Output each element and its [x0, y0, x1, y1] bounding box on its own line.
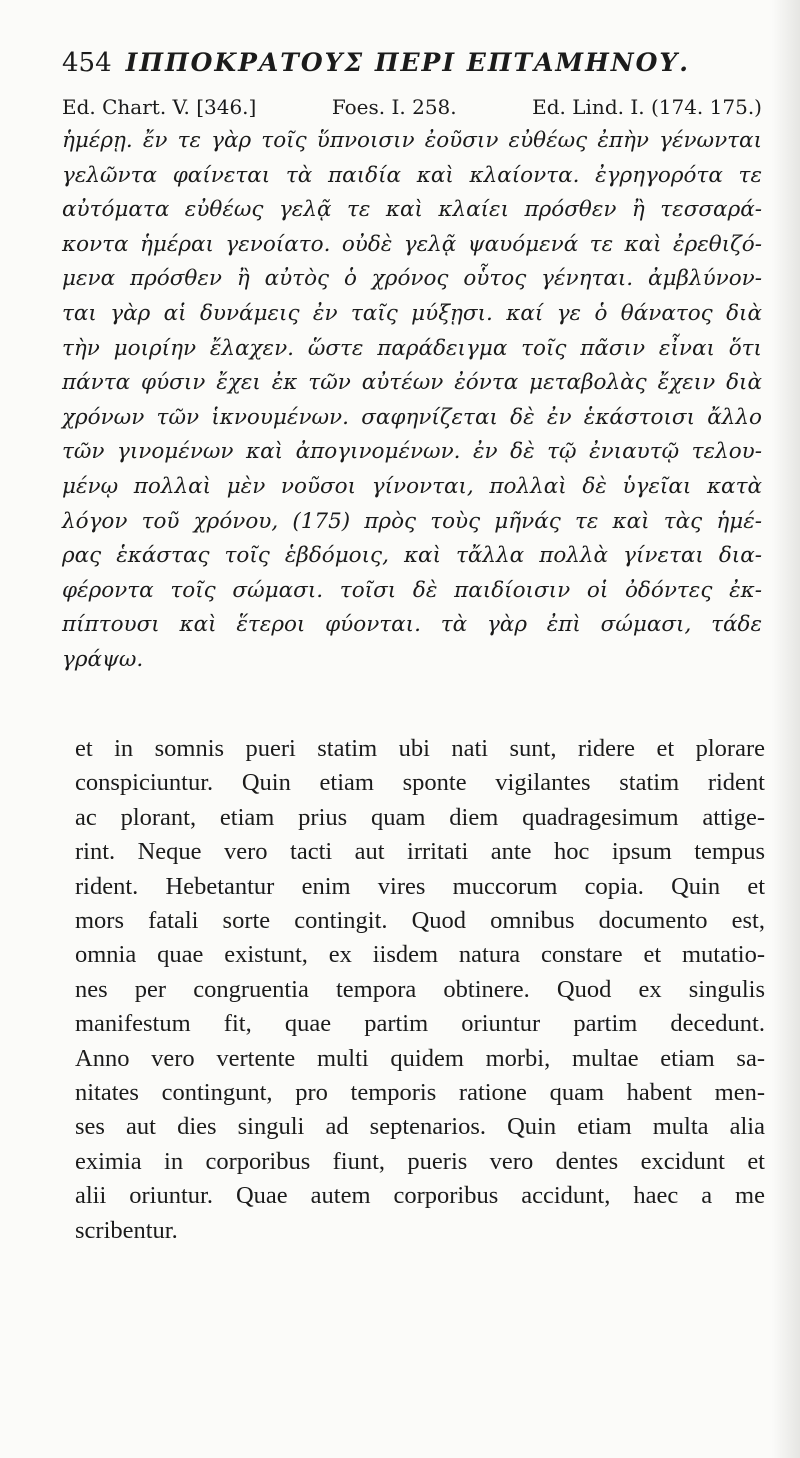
greek-line: φέροντα τοῖς σώμασι. τοῖσι δὲ παιδίοισιν οἱ ὀδόντες ἐκ- — [62, 577, 762, 603]
running-head — [62, 48, 762, 78]
latin-line: ses aut dies singuli ad septenarios. Quin etiam multa alia — [75, 1113, 765, 1141]
greek-text — [62, 124, 762, 678]
latin-line: nes per congruentia tempora obtinere. Quod ex singulis — [75, 975, 765, 1003]
latin-line: eximia in corporibus fiunt, pueris vero dentes excidunt et — [75, 1147, 765, 1175]
greek-line: κοντα ἡμέραι γενοίατο. οὐδὲ γελᾷ ψαυόμενά τε καὶ ἐρεθιζό- — [62, 231, 762, 257]
latin-line: mors fatali sorte contingit. Quod omnibus documento est, — [75, 907, 765, 935]
greek-line: γράψω. — [62, 646, 144, 672]
greek-line: μενα πρόσθεν ἢ αὐτὸς ὁ χρόνος οὗτος γένηται. ἀμβλύνον- — [62, 266, 762, 292]
latin-line: manifestum fit, quae partim oriuntur partim decedunt. — [75, 1010, 765, 1038]
latin-line: et in somnis pueri statim ubi nati sunt, ridere et plorare — [75, 735, 765, 762]
greek-line: τῶν γινομένων καὶ ἀπογινομένων. ἐν δὲ τῷ ἐνιαυτῷ τελου- — [62, 439, 762, 465]
latin-line: alii oriuntur. Quae autem corporibus accidunt, haec a me — [75, 1182, 765, 1210]
edition-references — [62, 95, 762, 119]
latin-line: nitates contingunt, pro temporis ratione quam habent men- — [75, 1079, 765, 1107]
greek-line: ρας ἑκάστας τοῖς ἑβδόμοις, καὶ τἄλλα πολλὰ γίνεται δια- — [62, 543, 762, 569]
running-title: ΙΠΠΟΚΡΑΤΟΥΣ ΠΕΡΙ ΕΠΤΑΜΗΝΟΥ. — [125, 48, 690, 77]
greek-line: ται γὰρ αἱ δυνάμεις ἐν ταῖς μύξῃσι. καί γε ὁ θάνατος διὰ — [62, 300, 762, 326]
greek-line: πίπτουσι καὶ ἕτεροι φύονται. τὰ γὰρ ἐπὶ σώμασι, τάδε — [62, 612, 762, 638]
page-fold-shadow — [772, 0, 800, 1458]
edition-lind: Ed. Lind. I. (174. 175.) — [532, 95, 762, 119]
latin-line: scribentur. — [75, 1216, 178, 1244]
latin-line: omnia quae existunt, ex iisdem natura constare et mutatio- — [75, 941, 765, 969]
latin-line: rint. Neque vero tacti aut irritati ante hoc ipsum tempus — [75, 838, 765, 866]
edition-chart: Ed. Chart. V. [346.] — [62, 95, 257, 119]
latin-line: rident. Hebetantur enim vires muccorum copia. Quin et — [75, 872, 765, 900]
greek-line: ἡμέρῃ. ἔν τε γὰρ τοῖς ὕπνοισιν ἐοῦσιν εὐθέως ἐπὴν γένωνται — [62, 128, 762, 153]
latin-line: conspiciuntur. Quin etiam sponte vigilantes statim rident — [75, 769, 765, 797]
latin-line: Anno vero vertente multi quidem morbi, multae etiam sa- — [75, 1044, 765, 1072]
greek-line: πάντα φύσιν ἔχει ἐκ τῶν αὐτέων ἐόντα μεταβολὰς ἔχειν διὰ — [62, 370, 762, 396]
greek-line: αὐτόματα εὐθέως γελᾷ τε καὶ κλαίει πρόσθεν ἢ τεσσαρά- — [62, 197, 762, 223]
greek-line: λόγον τοῦ χρόνου, (175) πρὸς τοὺς μῆνάς τε καὶ τὰς ἡμέ- — [62, 508, 762, 534]
greek-line: χρόνων τῶν ἱκνουμένων. σαφηνίζεται δὲ ἐν ἑκάστοισι ἄλλο — [62, 404, 762, 430]
page-number: 454 — [62, 48, 112, 78]
greek-line: γελῶντα φαίνεται τὰ παιδία καὶ κλαίοντα. ἐγρηγορότα τε — [62, 162, 762, 188]
latin-translation — [75, 732, 765, 1248]
edition-foes: Foes. I. 258. — [331, 95, 457, 119]
greek-line: μένῳ πολλαὶ μὲν νοῦσοι γίνονται, πολλαὶ δὲ ὑγεῖαι κατὰ — [62, 473, 762, 499]
greek-line: τὴν μοιρίην ἔλαχεν. ὥστε παράδειγμα τοῖς πᾶσιν εἶναι ὅτι — [62, 335, 762, 361]
latin-line: ac plorant, etiam prius quam diem quadragesimum attige- — [75, 803, 765, 831]
